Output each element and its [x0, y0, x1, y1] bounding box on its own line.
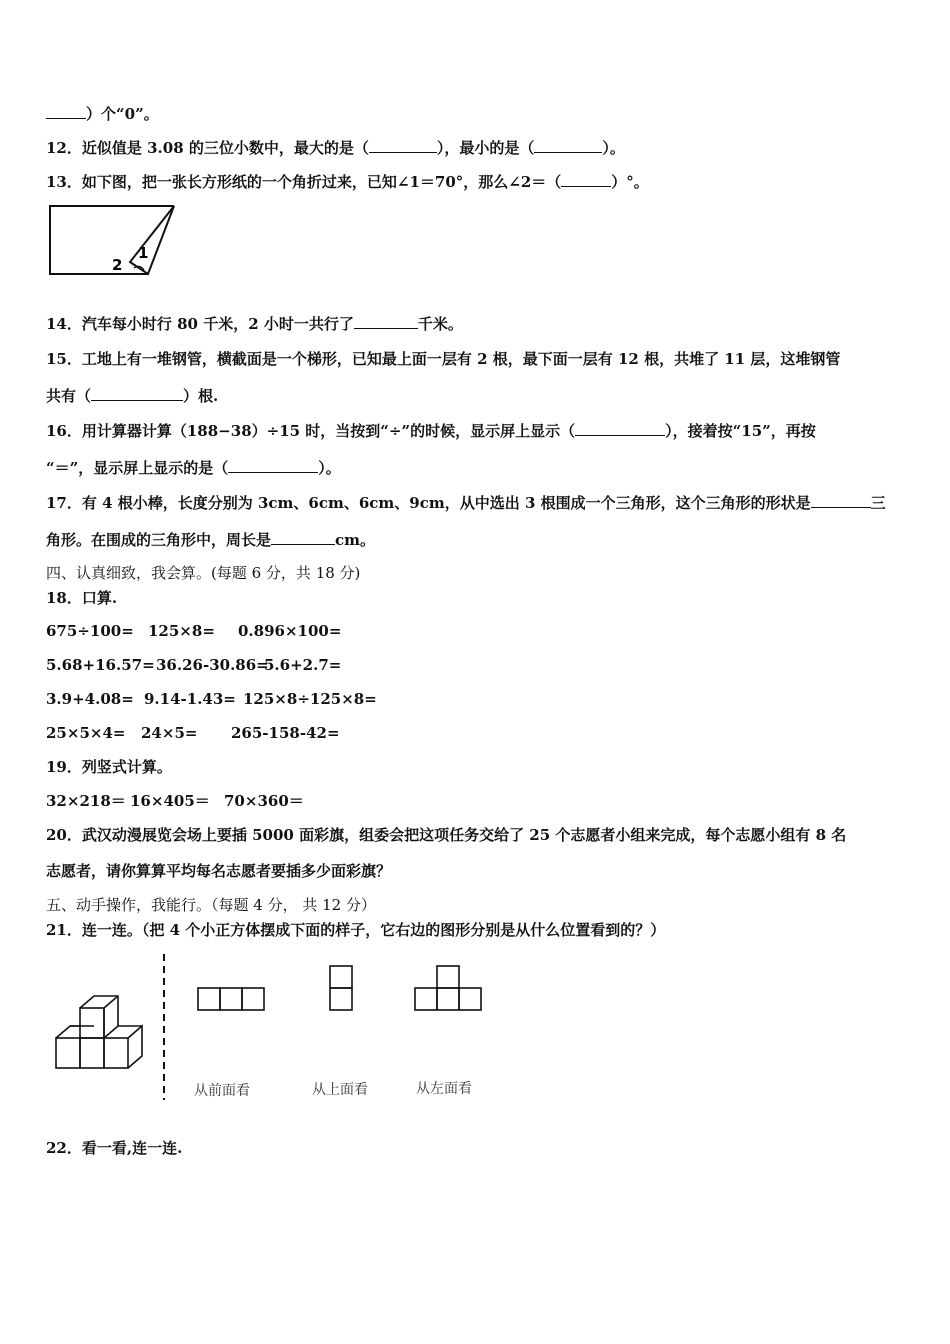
calc-item: 125×8÷125×8=: [243, 690, 377, 708]
answer-blank[interactable]: [354, 314, 418, 329]
question-16-line-1: 16．用计算器计算（188−38）÷15 时，当按到“÷”的时候，显示屏上显示（ ），接着按“15”，再按: [46, 422, 816, 440]
calc-item: 70×360＝: [224, 792, 304, 810]
question-14: 14．汽车每小时行 80 千米，2 小时一共行了 千米。: [46, 315, 463, 333]
folded-paper-figure: [44, 198, 184, 280]
answer-blank[interactable]: [561, 172, 611, 187]
question-15-line-1: 15．工地上有一堆钢管，横截面是一个梯形，已知最上面一层有 2 根，最下面一层有 12 根，共堆了 11 层，这堆钢管: [46, 350, 841, 368]
calc-item: 5.6+2.7=: [264, 656, 342, 674]
calc-item: 0.896×100=: [238, 622, 342, 640]
calc-item: 125×8=: [148, 622, 215, 640]
calc-item: 675÷100=: [46, 622, 134, 640]
answer-blank[interactable]: [91, 386, 183, 401]
left-view-label[interactable]: 从左面看: [416, 1081, 472, 1097]
answer-blank[interactable]: [46, 104, 86, 119]
calc-item: 36.26-30.86=: [156, 656, 269, 674]
question-18: 18．口算.: [46, 589, 118, 607]
left-view-shape[interactable]: [415, 966, 481, 1010]
question-16-line-2: “＝”，显示屏上显示的是（ ）。: [46, 459, 341, 477]
question-12: 12．近似值是 3.08 的三位小数中，最大的是（ ），最小的是（ ）。: [46, 139, 625, 157]
calc-item: 24×5=: [141, 724, 198, 742]
answer-blank[interactable]: [369, 138, 437, 153]
question-20-line-2: 志愿者，请你算算平均每名志愿者要插多少面彩旗？: [46, 862, 392, 880]
section-5-heading: 五、动手操作，我能行。（每题 4 分， 共 12 分）: [46, 896, 376, 914]
calc-item: 25×5×4=: [46, 724, 126, 742]
front-view-label[interactable]: 从前面看: [194, 1083, 250, 1099]
question-15-line-2: 共有（ ）根.: [46, 387, 219, 405]
answer-blank[interactable]: [811, 493, 871, 508]
front-view-shape[interactable]: [198, 988, 264, 1010]
calc-item: 3.9+4.08=: [46, 690, 134, 708]
question-20-line-1: 20．武汉动漫展览会场上要插 5000 面彩旗，组委会把这项任务交给了 25 个志愿者小组来完成，每个志愿小组有 8 名: [46, 826, 847, 844]
answer-blank[interactable]: [271, 530, 335, 545]
question-19: 19．列竖式计算。: [46, 758, 172, 776]
answer-blank[interactable]: [575, 421, 665, 436]
q11-tail: ）个“0”。: [46, 104, 159, 124]
top-view-label[interactable]: 从上面看: [312, 1082, 368, 1098]
answer-blank[interactable]: [534, 138, 602, 153]
top-view-shape[interactable]: [330, 966, 352, 1010]
question-22: 22．看一看,连一连.: [46, 1139, 183, 1157]
angle-1-label: 1: [138, 244, 149, 262]
calc-item: 16×405＝: [130, 792, 210, 810]
section-4-heading: 四、认真细致，我会算。(每题 6 分，共 18 分): [46, 564, 361, 582]
folded-corner: [130, 206, 174, 274]
calc-item: 32×218＝: [46, 792, 126, 810]
calc-item: 9.14-1.43=: [144, 690, 236, 708]
question-17-line-2: 角形。在围成的三角形中，周长是 cm。: [46, 531, 376, 549]
cube-stack: [56, 996, 142, 1068]
question-17-line-1: 17．有 4 根小棒，长度分别为 3cm、6cm、6cm、9cm，从中选出 3 根围成一个三角形，这个三角形的形状是 三: [46, 494, 886, 512]
calc-item: 5.68+16.57=: [46, 656, 155, 674]
question-13: 13．如下图，把一张长方形纸的一个角折过来，已知∠1＝70°，那么∠2＝（ ）°。: [46, 173, 649, 191]
answer-blank[interactable]: [228, 458, 318, 473]
angle-2-label: 2: [112, 256, 123, 274]
question-21: 21．连一连。（把 4 个小正方体摆成下面的样子，它右边的图形分别是从什么位置看到的？）: [46, 921, 666, 939]
calc-item: 265-158-42=: [231, 724, 340, 742]
cube-views-figure: [46, 948, 506, 1108]
